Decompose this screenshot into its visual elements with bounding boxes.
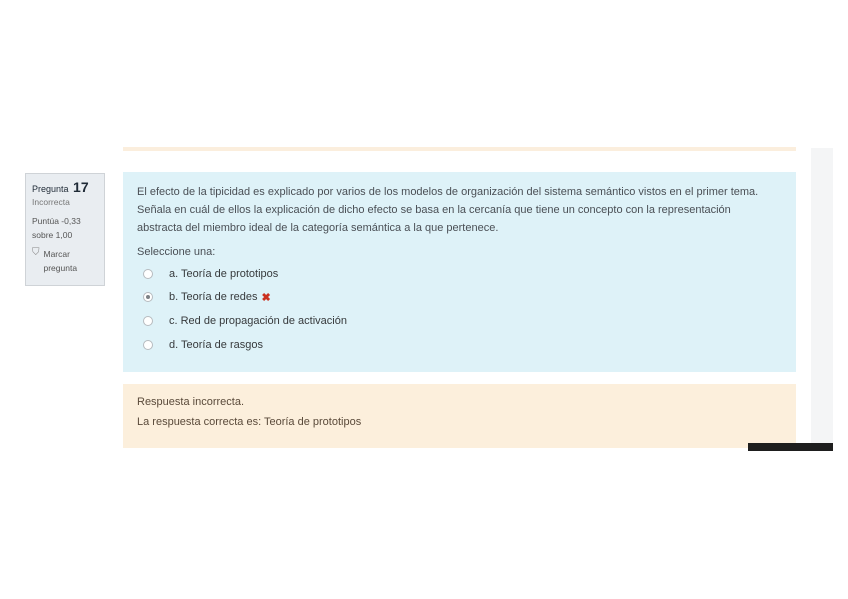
question-text-line: Señala en cuál de ellos la explicación de dicho efecto se basa en la cercanía que tiene un concepto con la representación bbox=[137, 204, 731, 216]
radio-option-c[interactable] bbox=[143, 316, 153, 326]
answer-option-a[interactable] bbox=[137, 262, 782, 286]
question-text-line: El efecto de la tipicidad es explicado por varios de los modelos de organización del sistema semántico vistos en el primer tema. bbox=[137, 186, 759, 198]
answer-option-b[interactable] bbox=[137, 286, 782, 310]
flag-label-2: pregunta bbox=[43, 263, 78, 273]
question-word: Pregunta bbox=[32, 184, 69, 194]
answer-label[interactable]: d. Teoría de rasgos bbox=[169, 338, 263, 351]
radio-option-b[interactable] bbox=[143, 292, 153, 302]
radio-option-d[interactable] bbox=[143, 340, 153, 350]
feedback-status: Respuesta incorrecta. bbox=[137, 396, 244, 408]
question-grade bbox=[32, 214, 98, 242]
question-state: Incorrecta bbox=[32, 197, 70, 207]
bottom-bar bbox=[748, 443, 833, 451]
question-text bbox=[137, 183, 782, 237]
question-text-line: abstracta del miembro ideal de la categoría semántica a la que pertenece. bbox=[137, 222, 499, 234]
grade-line-2: sobre 1,00 bbox=[32, 230, 73, 240]
previous-feedback-edge bbox=[123, 147, 796, 151]
question-info-panel bbox=[25, 173, 105, 286]
answer-option-c[interactable] bbox=[137, 309, 782, 333]
answer-prompt: Seleccione una: bbox=[137, 246, 216, 258]
question-number bbox=[32, 179, 98, 195]
question-number-value: 17 bbox=[73, 179, 89, 195]
flag-icon: ⛉ bbox=[32, 247, 40, 258]
answer-option-d[interactable] bbox=[137, 333, 782, 357]
answer-list bbox=[137, 262, 782, 356]
question-content bbox=[123, 172, 796, 372]
answer-label[interactable]: c. Red de propagación de activación bbox=[169, 314, 347, 327]
flag-question-toggle[interactable] bbox=[32, 247, 98, 275]
grade-line-1: Puntúa -0,33 bbox=[32, 216, 81, 226]
flag-label-1: Marcar bbox=[43, 249, 70, 259]
incorrect-icon: ✖ bbox=[261, 291, 271, 304]
feedback-box bbox=[123, 384, 796, 448]
radio-option-a[interactable] bbox=[143, 269, 153, 279]
answer-label[interactable]: a. Teoría de prototipos bbox=[169, 267, 279, 280]
feedback-correct-answer: La respuesta correcta es: Teoría de prototipos bbox=[137, 416, 362, 428]
side-panel bbox=[811, 148, 833, 447]
answer-label[interactable]: b. Teoría de redes bbox=[169, 291, 258, 304]
